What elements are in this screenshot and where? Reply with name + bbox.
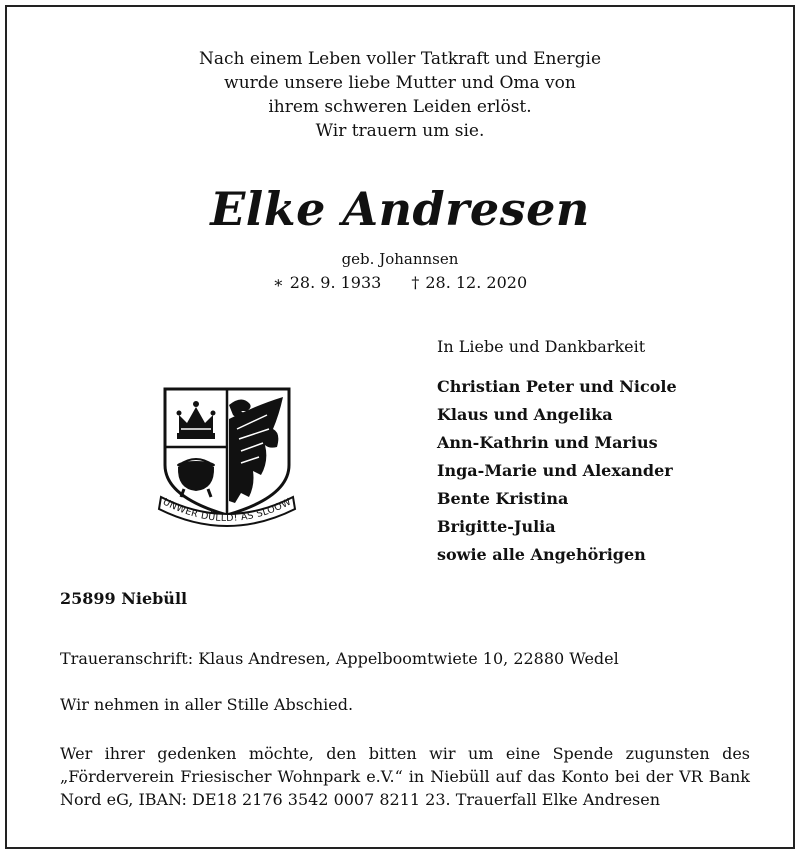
farewell-text: Wir nehmen in aller Stille Abschied. [60,695,354,714]
crest-motto: UNWER DÜLLD! AS SLOOW [160,496,294,525]
life-dates [7,273,793,292]
donation-text [60,742,750,811]
town-line: 25899 Niebüll [60,589,188,608]
family-member: Christian Peter und Nicole [437,377,677,396]
intro-line: Wir trauern um sie. [315,121,485,141]
coat-of-arms-icon [157,385,297,535]
donation-line: Wer ihrer gedenken möchte, den bitten wir um eine Spende zugunsten des [60,744,750,763]
maiden-name: geb. Johannsen [341,250,459,268]
intro-line: Nach einem Leben voller Tatkraft und Energie [198,49,602,69]
family-member: Ann-Kathrin und Marius [437,433,658,452]
intro-line: ihrem schweren Leiden erlöst. [268,97,532,117]
family-heading: In Liebe und Dankbarkeit [437,337,646,356]
family-member: Bente Kristina [437,489,569,508]
family-member: sowie alle Angehörigen [437,545,646,564]
family-list [437,373,677,569]
obituary-notice [5,5,795,849]
intro-line: wurde unsere liebe Mutter und Oma von [224,73,576,93]
birth-symbol: ∗ [272,273,284,292]
birth-date: 28. 9. 1933 [289,273,382,292]
donation-line: Nord eG, IBAN: DE18 2176 3542 0007 8211 23. Trauerfall Elke Andresen [60,790,661,809]
mourning-address: Traueranschrift: Klaus Andresen, Appelboomtwiete 10, 22880 Wedel [60,649,619,668]
death-date: 28. 12. 2020 [425,273,528,292]
intro-text [7,47,793,143]
family-member: Inga-Marie und Alexander [437,461,673,480]
family-member: Klaus und Angelika [437,405,613,424]
death-symbol: † [411,273,420,292]
deceased-name: Elke Andresen [210,182,590,236]
family-member: Brigitte-Julia [437,517,556,536]
donation-line: „Förderverein Friesischer Wohnpark e.V.“ in Niebüll auf das Konto bei der VR Bank [60,767,750,786]
